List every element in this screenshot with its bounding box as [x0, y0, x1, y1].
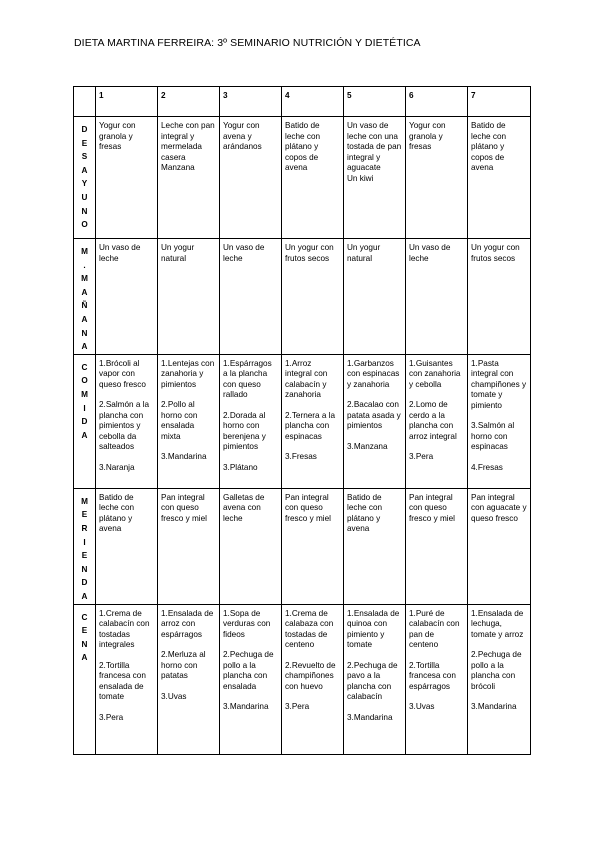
meal-item: 3.Naranja — [99, 462, 135, 472]
meal-item: Un vaso de leche — [99, 243, 143, 263]
meal-item: 4.Fresas — [471, 462, 503, 472]
meal-item: 1.Guisantes con zanahoria y cebolla — [409, 358, 463, 389]
day-header-row — [74, 87, 531, 117]
meal-label-letter: Ñ — [81, 301, 88, 311]
meal-label-letter: . — [83, 260, 86, 270]
meal-item: Leche con pan integral y mermelada casera Manzana — [161, 121, 217, 172]
meal-row — [74, 239, 531, 355]
meal-label-letter: A — [81, 342, 88, 352]
meal-item: 3.Salmón al horno con espinacas — [471, 421, 517, 452]
meal-label — [74, 604, 96, 754]
meal-cell — [406, 604, 468, 754]
meal-row — [74, 117, 531, 239]
meal-label-letter: E — [81, 551, 88, 561]
meal-item: 1.Ensalada de lechuga, tomate y arroz — [471, 608, 526, 639]
meal-row — [74, 354, 531, 488]
meal-label-letter: A — [81, 653, 88, 663]
document-title: DIETA MARTINA FERREIRA: 3º SEMINARIO NUTRICIÓN Y DIETÉTICA — [74, 37, 421, 49]
meal-item: 2.Ternera a la plancha con espinacas — [285, 410, 338, 441]
meal-cell — [468, 604, 531, 754]
meal-label-letter: O — [81, 220, 88, 230]
meal-item: 3.Mandarina — [161, 452, 207, 462]
meal-item: Batido de leche con plátano y copos de avena — [471, 121, 509, 172]
meal-label-letter: N — [81, 564, 88, 574]
meal-item: Pan integral con queso fresco y miel — [409, 492, 455, 523]
meal-item: 2.Pechuga de pavo a la plancha con calabacín — [347, 660, 400, 701]
meal-item: 3.Fresas — [285, 452, 317, 462]
meal-item: 1.Ensalada de arroz con espárragos — [161, 608, 216, 639]
meal-item: 2.Lomo de cerdo a la plancha con arroz integral — [409, 400, 457, 441]
meal-cell — [406, 488, 468, 604]
meal-label-letter: M — [81, 389, 88, 399]
meal-row — [74, 488, 531, 604]
meal-label-letter: I — [83, 403, 86, 413]
meal-label-letter: N — [81, 206, 88, 216]
meal-item: 1.Sopa de verduras con fideos — [223, 608, 273, 639]
meal-item: 1.Espárragos a la plancha con queso rallado — [223, 358, 274, 400]
meal-cell — [282, 117, 344, 239]
diet-table — [73, 86, 531, 755]
meal-item: 2.Merluza al horno con patatas — [161, 650, 208, 680]
meal-label-letter: D — [81, 125, 88, 134]
meal-item: Un vaso de leche — [223, 243, 267, 263]
meal-cell — [468, 488, 531, 604]
meal-item: 3.Uvas — [161, 691, 187, 701]
meal-item: 1.Puré de calabacín con pan de centeno — [409, 608, 462, 649]
meal-cell — [282, 354, 344, 488]
meal-label-letter: N — [81, 639, 88, 649]
meal-cell — [220, 239, 282, 355]
meal-item: 1.Garbanzos con espinacas y zanahoria — [347, 358, 402, 389]
meal-cell — [96, 488, 158, 604]
meal-cell — [158, 604, 220, 754]
meal-item: 1.Crema de calabaza con tostadas de centeno — [285, 608, 336, 649]
meal-cell — [96, 604, 158, 754]
meal-label-letter: M — [81, 247, 88, 256]
meal-label-letter: E — [81, 626, 88, 636]
meal-item: 2.Dorada al horno con berenjena y pimientos — [223, 410, 269, 452]
meal-item: 3.Manzana — [347, 441, 388, 451]
meal-item: 3.Pera — [99, 712, 124, 722]
meal-item: Pan integral con aguacate y queso fresco — [471, 492, 529, 523]
meal-label-letter: D — [81, 417, 88, 427]
meal-cell — [96, 354, 158, 488]
meal-label-letter: C — [81, 612, 88, 622]
day-header: 3 — [220, 87, 282, 117]
meal-label-letter: D — [81, 578, 88, 588]
meal-cell — [344, 488, 406, 604]
meal-label-letter: M — [81, 274, 88, 284]
day-header: 1 — [96, 87, 158, 117]
meal-item: Yogur con granola y fresas — [99, 121, 138, 151]
meal-cell — [282, 604, 344, 754]
day-header: 2 — [158, 87, 220, 117]
meal-item: 1.Brócoli al vapor con queso fresco — [99, 358, 146, 389]
meal-label-letter: Y — [81, 179, 88, 189]
meal-cell — [220, 488, 282, 604]
meal-item: Un yogur natural — [347, 243, 383, 263]
meal-cell — [344, 354, 406, 488]
meal-cell — [406, 239, 468, 355]
meal-item: Batido de leche con plátano y avena — [347, 492, 385, 534]
meal-label-letter: I — [83, 537, 86, 547]
meal-item: 3.Mandarina — [347, 712, 393, 722]
meal-label-letter: A — [81, 165, 88, 175]
meal-cell — [344, 604, 406, 754]
meal-cell — [220, 354, 282, 488]
meal-item: Yogur con avena y arándanos — [223, 121, 262, 151]
meal-label — [74, 354, 96, 488]
meal-item: 1.Pasta integral con champiñones y tomate y pimiento — [471, 358, 529, 410]
meal-row — [74, 604, 531, 754]
meal-item: 2.Pechuga de pollo a la plancha con brócoli — [471, 650, 524, 691]
meal-label-letter: A — [81, 287, 88, 297]
meal-cell — [406, 354, 468, 488]
meal-label-letter: N — [81, 328, 88, 338]
meal-item: 3.Mandarina — [471, 702, 517, 711]
meal-cell — [282, 239, 344, 355]
meal-cell — [282, 488, 344, 604]
meal-cell — [468, 354, 531, 488]
meal-cell — [158, 117, 220, 239]
meal-item: 2.Pechuga de pollo a la plancha con ensalada — [223, 650, 276, 691]
meal-item: 1.Arroz integral con calabacín y zanahoria — [285, 358, 330, 400]
meal-item: 3.Plátano — [223, 462, 258, 472]
meal-cell — [468, 239, 531, 355]
meal-cell — [96, 117, 158, 239]
meal-item: Pan integral con queso fresco y miel — [161, 492, 207, 523]
meal-item: Un yogur natural — [161, 243, 197, 263]
meal-label-letter: M — [81, 496, 88, 506]
meal-label — [74, 117, 96, 239]
meal-item: 3.Pera — [285, 702, 310, 711]
meal-label-letter: A — [81, 430, 88, 440]
meal-item: Un vaso de leche — [409, 243, 453, 263]
meal-label-letter: R — [81, 523, 88, 533]
meal-item: Un yogur con frutos secos — [285, 243, 336, 263]
meal-item: Batido de leche con plátano y avena — [99, 492, 137, 534]
day-header: 4 — [282, 87, 344, 117]
meal-label — [74, 239, 96, 355]
day-header: 7 — [468, 87, 531, 117]
meal-cell — [96, 239, 158, 355]
meal-cell — [220, 117, 282, 239]
meal-cell — [468, 117, 531, 239]
meal-label-letter: A — [81, 591, 88, 601]
meal-item: Batido de leche con plátano y copos de avena — [285, 121, 323, 172]
meal-item: Pan integral con queso fresco y miel — [285, 492, 331, 523]
meal-item: 3.Uvas — [409, 702, 435, 711]
meal-cell — [344, 239, 406, 355]
meal-item: 2.Salmón a la plancha con pimientos y cebolla da salteados — [99, 400, 152, 452]
meal-cell — [158, 239, 220, 355]
meal-label-letter: O — [81, 376, 88, 386]
meal-item: Un yogur con frutos secos — [471, 243, 522, 263]
meal-cell — [158, 488, 220, 604]
meal-item: Galletas de avena con leche — [223, 492, 267, 523]
meal-label-letter: S — [81, 152, 88, 162]
meal-label-letter: U — [81, 192, 88, 202]
meal-item: 1.Lentejas con zanahoria y pimientos — [161, 358, 217, 389]
meal-label-letter: E — [81, 138, 88, 148]
meal-label-letter: C — [81, 362, 88, 372]
meal-cell — [220, 604, 282, 754]
meal-label-letter: E — [81, 510, 88, 520]
meal-item: 1.Ensalada de quinoa con pimiento y tomate — [347, 608, 402, 649]
meal-item: 3.Pera — [409, 452, 434, 462]
day-header: 5 — [344, 87, 406, 117]
meal-cell — [344, 117, 406, 239]
corner-cell — [74, 87, 96, 117]
meal-label-letter: A — [81, 314, 88, 324]
meal-item: Yogur con granola y fresas — [409, 121, 448, 151]
meal-label — [74, 488, 96, 604]
day-header: 6 — [406, 87, 468, 117]
meal-item: 2.Tortilla francesa con ensalada de tomate — [99, 660, 149, 701]
meal-item: 2.Bacalao con patata asada y pimientos — [347, 400, 403, 431]
meal-item: 2.Pollo al horno con ensalada mixta — [161, 400, 200, 441]
meal-item: Un vaso de leche con una tostada de pan integral y aguacate Un kiwi — [347, 121, 402, 183]
meal-cell — [158, 354, 220, 488]
meal-item: 3.Mandarina — [223, 702, 269, 711]
meal-item: 1.Crema de calabacín con tostadas integrales — [99, 608, 152, 649]
meal-item: 2.Tortilla francesa con espárragos — [409, 660, 459, 691]
meal-cell — [406, 117, 468, 239]
meal-item: 2.Revuelto de champiñones con huevo — [285, 660, 338, 691]
